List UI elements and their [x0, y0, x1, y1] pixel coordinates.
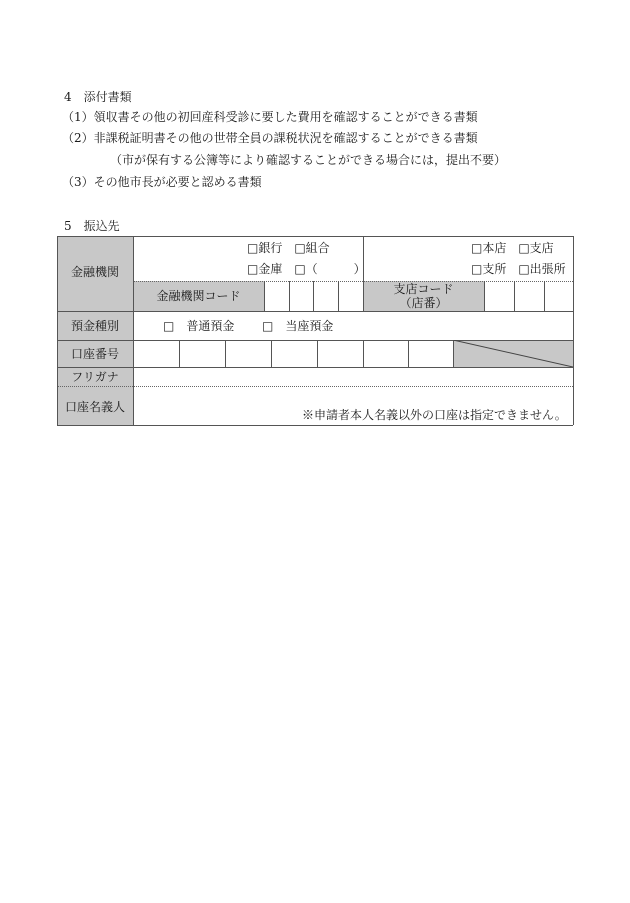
bank-type-options-row1[interactable]: □銀行 □組合 — [247, 241, 330, 255]
branch-type-options-row2[interactable]: □支所 □出張所 — [471, 262, 566, 276]
furigana-label: フリガナ — [71, 370, 119, 384]
deposit-type-label: 預金種別 — [70, 319, 119, 333]
bank-label: 金融機関 — [70, 265, 119, 279]
deposit-current-checkbox[interactable]: □ 当座預金 — [262, 319, 334, 333]
account-holder-note: ※申請者本人名義以外の口座は指定できません。 — [302, 408, 567, 422]
branch-type-options-row1[interactable]: □本店 □支店 — [471, 241, 554, 255]
attachment-item-2: （2）非課税証明書その他の世帯全員の課税状況を確認することができる書類 — [62, 131, 478, 145]
deposit-ordinary-checkbox[interactable]: □ 普通預金 — [163, 319, 235, 333]
diagonal-line — [453, 340, 573, 367]
bank-code-label: 金融機関コード — [156, 289, 241, 303]
transfer-heading: 5 振込先 — [64, 219, 120, 233]
bank-type-options-row2[interactable]: □金庫 □（ ） — [247, 262, 366, 276]
branch-code-sublabel: （店番） — [399, 296, 448, 310]
attachment-item-2-note: （市が保有する公簿等により確認することができる場合には，提出不要） — [110, 153, 507, 167]
attachment-item-1: （1）領収書その他の初回産科受診に要した費用を確認することができる書類 — [62, 110, 478, 124]
branch-code-label: 支店コード — [393, 282, 454, 296]
attachment-item-3: （3）その他市長が必要と認める書類 — [62, 175, 262, 189]
account-holder-label: 口座名義人 — [64, 400, 125, 414]
attachments-heading: 4 添付書類 — [64, 90, 132, 104]
account-number-label: 口座番号 — [70, 347, 119, 361]
